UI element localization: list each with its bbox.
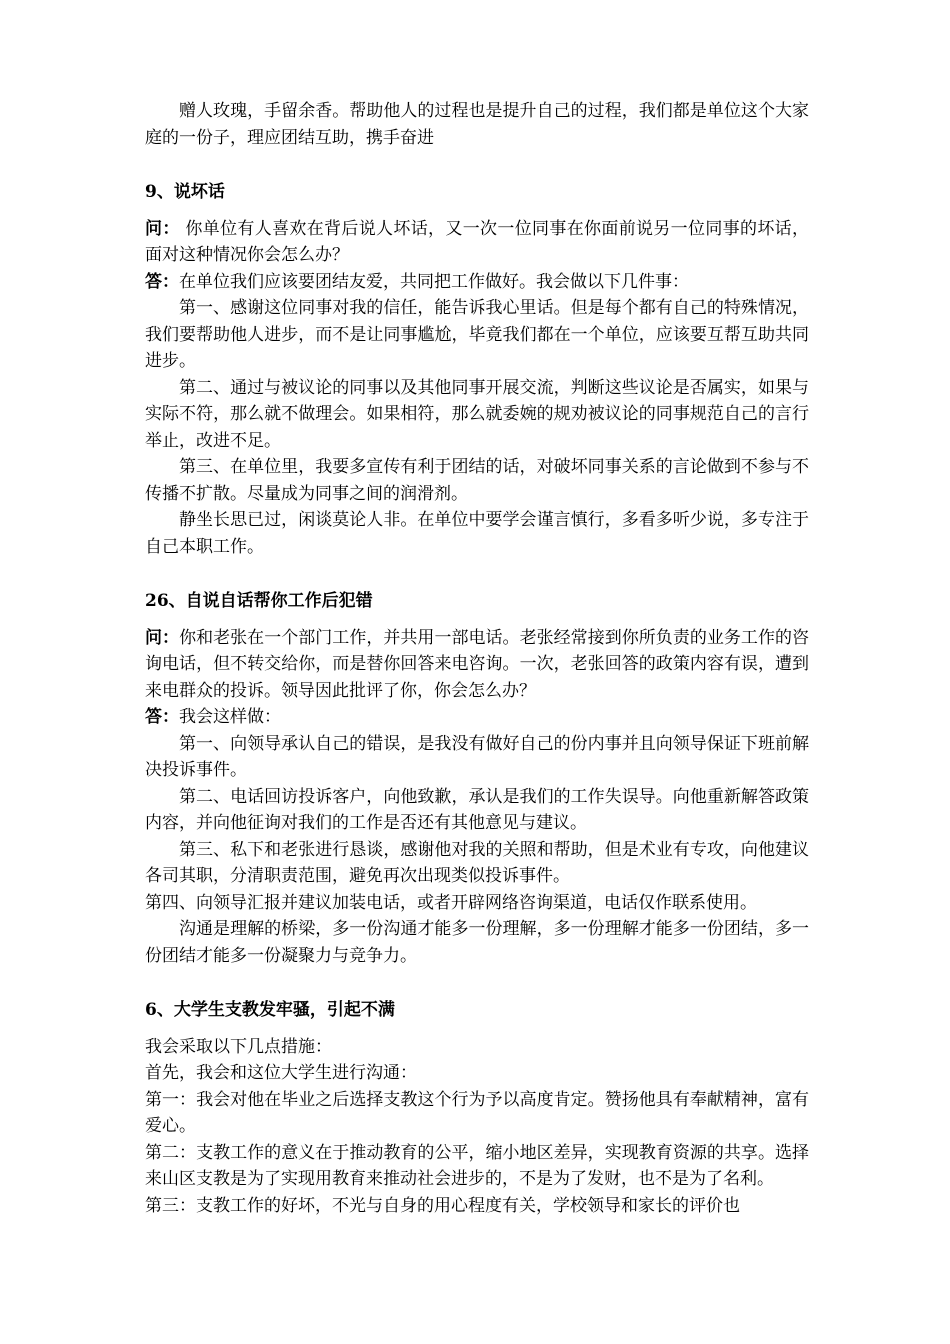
answer-paragraph — [145, 269, 809, 296]
body-line: 首先，我会和这位大学生进行沟通： — [145, 1063, 417, 1083]
answer-closing: 静坐长思已过，闲谈莫论人非。在单位中要学会谨言慎行，多看多听少说，多专注于自己本职工作。 — [145, 510, 809, 557]
answer-point: 第一、感谢这位同事对我的信任，能告诉我心里话。但是每个都有自己的特殊情况，我们要帮助他人进步，而不是让同事尴尬，毕竟我们都在一个单位，应该要互帮互助共同进步。 — [145, 298, 809, 371]
section-heading-26: 26、自说自话帮你工作后犯错 — [145, 591, 373, 611]
answer-label: 答： — [145, 271, 179, 292]
question-paragraph — [145, 625, 809, 705]
answer-point: 第四、向领导汇报并建议加装电话，或者开辟网络咨询渠道，电话仅作联系使用。 — [145, 892, 757, 913]
answer-label: 答： — [145, 707, 179, 727]
question-paragraph — [145, 216, 809, 269]
question-label: 问： — [145, 627, 180, 648]
body-line: 第二：支教工作的意义在于推动教育的公平，缩小地区差异，实现教育资源的共享。选择来山区支教是为了实现用教育来推动社会进步的，不是为了发财，也不是为了名利。 — [145, 1142, 809, 1189]
body-line: 第一：我会对他在毕业之后选择支教这个行为予以高度肯定。赞扬他具有奉献精神，富有爱心。 — [145, 1089, 809, 1136]
answer-point: 第一、向领导承认自己的错误，是我没有做好自己的份内事并且向领导保证下班前解决投诉事件。 — [145, 733, 809, 780]
answer-point: 第二、电话回访投诉客户，向他致歉，承认是我们的工作失误导。向他重新解答政策内容，并向他征询对我们的工作是否还有其他意见与建议。 — [145, 786, 809, 833]
question-label: 问： — [145, 218, 180, 239]
answer-paragraph — [145, 704, 809, 731]
document-body — [145, 98, 809, 1219]
section-heading-9: 9、说坏话 — [145, 182, 225, 202]
answer-closing: 沟通是理解的桥梁，多一份沟通才能多一份理解，多一份理解才能多一份团结，多一份团结才能多一份凝聚力与竞争力。 — [145, 919, 809, 966]
body-line: 我会采取以下几点措施： — [145, 1036, 332, 1057]
question-text: 你和老张在一个部门工作，并共用一部电话。老张经常接到你所负责的业务工作的咨询电话，但不转交给你，而是替你回答来电咨询。一次，老张回答的政策内容有误，遭到来电群众的投诉。领导因此批评了你，你会怎么办？ — [145, 627, 810, 701]
question-text: 你单位有人喜欢在背后说人坏话，又一次一位同事在你面前说另一位同事的坏话，面对这种情况你会怎么办？ — [145, 218, 810, 265]
answer-point: 第三、在单位里，我要多宣传有利于团结的话，对破坏同事关系的言论做到不参与不传播不扩散。尽量成为同事之间的润滑剂。 — [145, 457, 809, 504]
answer-point: 第三、私下和老张进行恳谈，感谢他对我的关照和帮助，但是术业有专攻，向他建议各司其职，分清职责范围，避免再次出现类似投诉事件。 — [145, 839, 809, 886]
section-heading-6: 6、大学生支教发牢骚，引起不满 — [145, 1000, 395, 1020]
answer-intro: 在单位我们应该要团结友爱，共同把工作做好。我会做以下几件事： — [179, 271, 689, 292]
intro-closing-paragraph: 赠人玫瑰，手留余香。帮助他人的过程也是提升自己的过程，我们都是单位这个大家庭的一份子，理应团结互助，携手奋进 — [145, 101, 809, 148]
answer-intro: 我会这样做： — [179, 707, 281, 727]
body-line: 第三：支教工作的好坏，不光与自身的用心程度有关，学校领导和家长的评价也 — [145, 1195, 740, 1216]
answer-point: 第二、通过与被议论的同事以及其他同事开展交流，判断这些议论是否属实，如果与实际不符，那么就不做理会。如果相符，那么就委婉的规劝被议论的同事规范自己的言行举止，改进不足。 — [145, 377, 809, 451]
